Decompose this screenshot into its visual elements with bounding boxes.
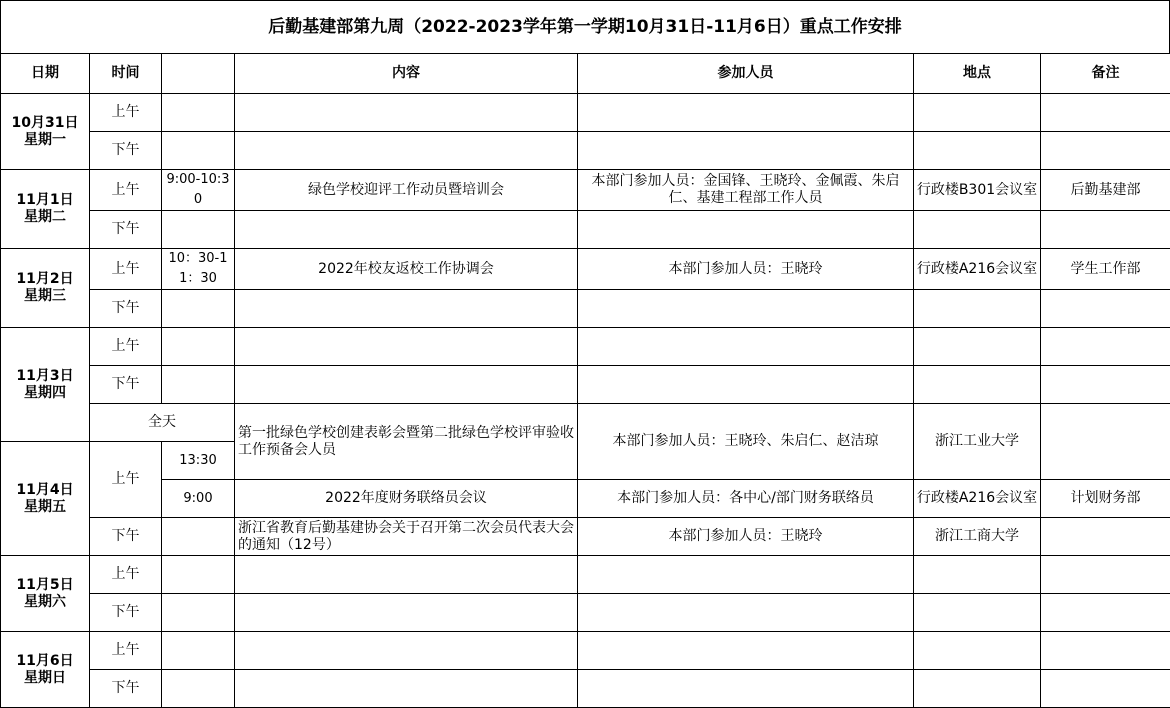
- pm-label: 下午: [90, 132, 162, 170]
- table-row: [1, 480, 1170, 518]
- table-row: [1, 404, 1170, 442]
- header-row: [1, 54, 1170, 94]
- table-row: [1, 94, 1170, 132]
- pm-label: 下午: [90, 518, 162, 556]
- am-label: 上午: [90, 442, 162, 518]
- event-content: 2022年校友返校工作协调会: [235, 249, 578, 290]
- pm-label: 下午: [90, 290, 162, 328]
- header-time-detail: [162, 54, 235, 94]
- date-cell: 11月2日 星期三: [1, 249, 90, 328]
- am-label: 上午: [90, 328, 162, 366]
- event-location: 浙江工商大学: [914, 518, 1041, 556]
- event-content: 浙江省教育后勤基建协会关于召开第二次会员代表大会的通知（12号）: [235, 518, 578, 556]
- event-time: 10：30-11：30: [162, 249, 235, 290]
- event-location: 行政楼B301会议室: [914, 170, 1041, 211]
- table-row: [1, 556, 1170, 594]
- event-note: 计划财务部: [1041, 480, 1170, 518]
- header-participants: 参加人员: [578, 54, 914, 94]
- table-row: [1, 249, 1170, 290]
- event-time: 9:00: [162, 480, 235, 518]
- event-note: 学生工作部: [1041, 249, 1170, 290]
- table-row: [1, 670, 1170, 708]
- table-row: [1, 328, 1170, 366]
- event-participants: 本部门参加人员：金国锋、王晓玲、金佩霞、朱启仁、基建工程部工作人员: [578, 170, 914, 211]
- event-content: 2022年度财务联络员会议: [235, 480, 578, 518]
- header-location: 地点: [914, 54, 1041, 94]
- pm-label: 下午: [90, 594, 162, 632]
- event-participants: 本部门参加人员：王晓玲: [578, 518, 914, 556]
- page-title: 后勤基建部第九周（2022-2023学年第一学期10月31日-11月6日）重点工作安排: [0, 0, 1170, 53]
- event-time: 13:30: [162, 442, 235, 480]
- pm-label: 下午: [90, 366, 162, 404]
- event-content: 第一批绿色学校创建表彰会暨第二批绿色学校评审验收工作预备会人员: [235, 404, 578, 480]
- am-label: 上午: [90, 556, 162, 594]
- pm-label: 下午: [90, 670, 162, 708]
- table-row: [1, 132, 1170, 170]
- header-date: 日期: [1, 54, 90, 94]
- table-row: [1, 632, 1170, 670]
- event-location: 行政楼A216会议室: [914, 249, 1041, 290]
- event-participants: 本部门参加人员：王晓玲、朱启仁、赵洁琼: [578, 404, 914, 480]
- date-cell: 11月3日 星期四: [1, 328, 90, 442]
- header-content: 内容: [235, 54, 578, 94]
- header-time: 时间: [90, 54, 162, 94]
- am-label: 上午: [90, 94, 162, 132]
- date-cell: 11月1日 星期二: [1, 170, 90, 249]
- date-cell: 11月5日 星期六: [1, 556, 90, 632]
- table-row: [1, 518, 1170, 556]
- event-location: 浙江工业大学: [914, 404, 1041, 480]
- pm-label: 下午: [90, 211, 162, 249]
- header-note: 备注: [1041, 54, 1170, 94]
- schedule-table: [0, 53, 1170, 708]
- event-participants: 本部门参加人员：各中心/部门财务联络员: [578, 480, 914, 518]
- table-row: [1, 170, 1170, 211]
- table-row: [1, 290, 1170, 328]
- table-row: [1, 594, 1170, 632]
- am-label: 上午: [90, 632, 162, 670]
- table-row: [1, 211, 1170, 249]
- date-cell: 11月6日 星期日: [1, 632, 90, 708]
- allday-label: 全天: [90, 404, 235, 442]
- event-location: 行政楼A216会议室: [914, 480, 1041, 518]
- date-cell: 10月31日 星期一: [1, 94, 90, 170]
- date-cell: 11月4日 星期五: [1, 442, 90, 556]
- am-label: 上午: [90, 249, 162, 290]
- event-content: 绿色学校迎评工作动员暨培训会: [235, 170, 578, 211]
- event-time: 9:00-10:30: [162, 170, 235, 211]
- am-label: 上午: [90, 170, 162, 211]
- event-participants: 本部门参加人员：王晓玲: [578, 249, 914, 290]
- event-note: 后勤基建部: [1041, 170, 1170, 211]
- table-row: [1, 366, 1170, 404]
